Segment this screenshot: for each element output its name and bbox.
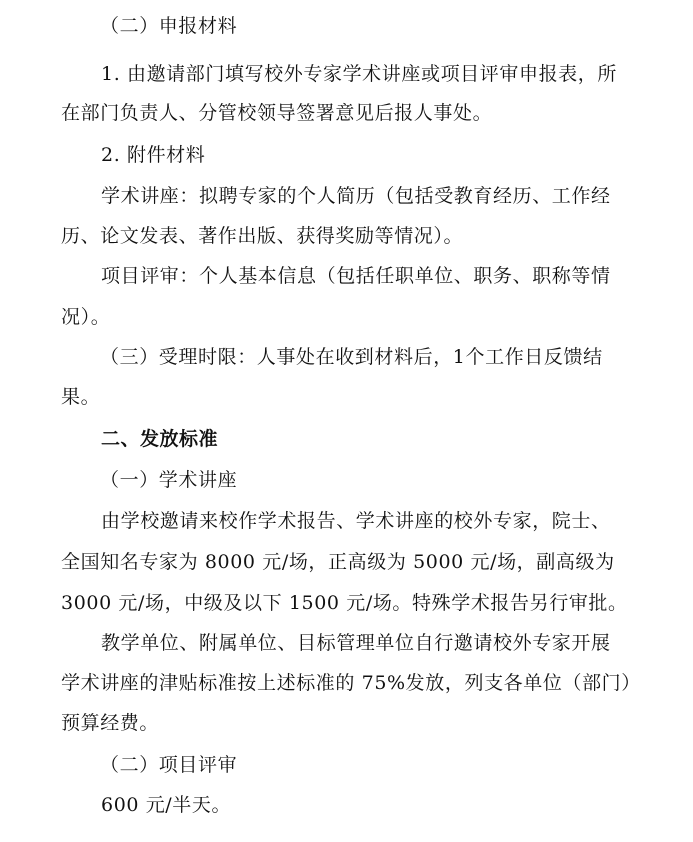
subsection-heading-application-materials: （二）申报材料 xyxy=(100,15,238,37)
paragraph-line: 2. 附件材料 xyxy=(101,144,206,166)
paragraph-line: 全国知名专家为 8000 元/场，正高级为 5000 元/场，副高级为 xyxy=(61,551,615,573)
paragraph-line: 由学校邀请来校作学术报告、学术讲座的校外专家，院士、 xyxy=(101,510,611,532)
paragraph-line: 学术讲座：拟聘专家的个人简历（包括受教育经历、工作经 xyxy=(101,185,611,207)
paragraph-line: 果。 xyxy=(61,386,101,408)
paragraph-line: 预算经费。 xyxy=(61,712,160,734)
paragraph-line: 600 元/半天。 xyxy=(101,794,232,816)
subsection-heading-academic-lecture: （一）学术讲座 xyxy=(100,469,238,491)
paragraph-line: 历、论文发表、著作出版、获得奖励等情况）。 xyxy=(61,225,464,247)
paragraph-line: 在部门负责人、分管校领导签署意见后报人事处。 xyxy=(61,102,493,124)
section-heading-payment-standards: 二、发放标准 xyxy=(101,428,219,450)
paragraph-line: 教学单位、附属单位、目标管理单位自行邀请校外专家开展 xyxy=(101,632,611,654)
subsection-heading-project-review: （二）项目评审 xyxy=(100,754,238,776)
paragraph-line: 项目评审：个人基本信息（包括任职单位、职务、职称等情 xyxy=(101,265,611,287)
paragraph-line: 3000 元/场，中级及以下 1500 元/场。特殊学术报告另行审批。 xyxy=(61,592,628,614)
paragraph-line: 学术讲座的津贴标准按上述标准的 75%发放，列支各单位（部门） xyxy=(61,672,641,694)
paragraph-line: 1. 由邀请部门填写校外专家学术讲座或项目评审申报表，所 xyxy=(101,63,617,85)
paragraph-line: 况）。 xyxy=(61,306,111,328)
paragraph-line: （三）受理时限：人事处在收到材料后，1个工作日反馈结 xyxy=(100,346,603,368)
